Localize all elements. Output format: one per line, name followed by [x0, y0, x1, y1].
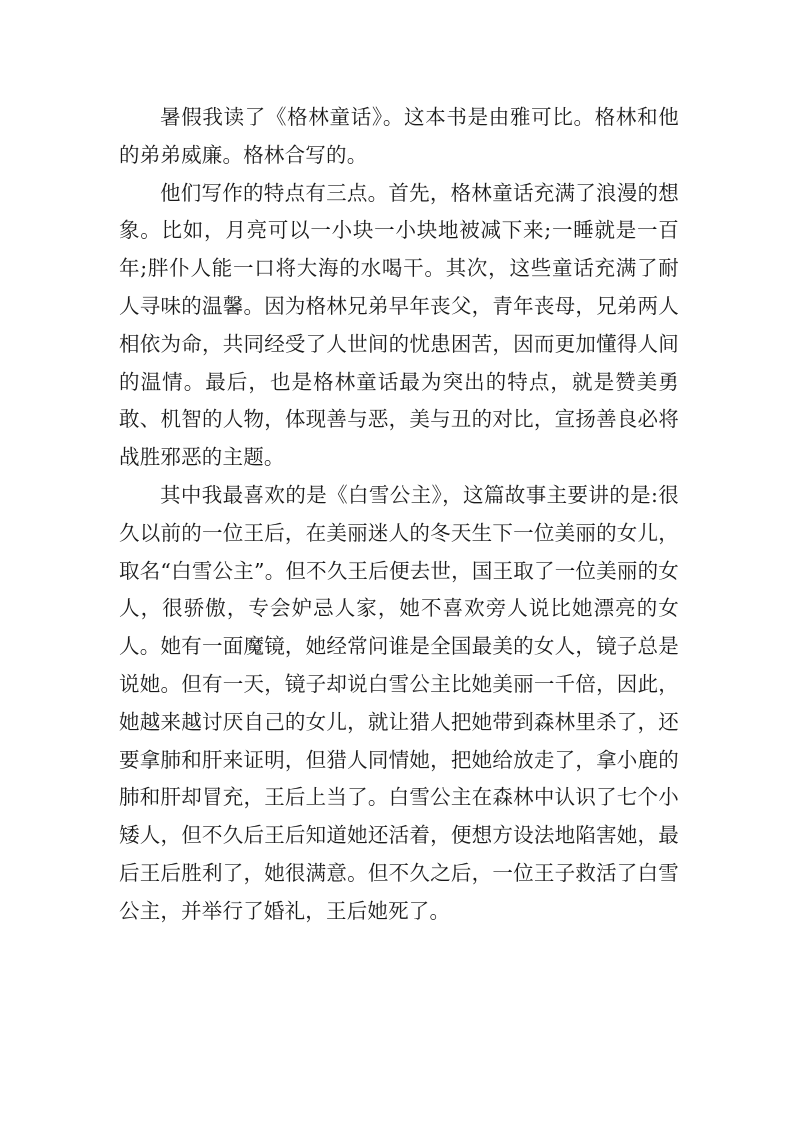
paragraph-intro: 暑假我读了《格林童话》。这本书是由雅可比。格林和他的弟弟威廉。格林合写的。	[119, 105, 679, 167]
paragraph-snow-white: 其中我最喜欢的是《白雪公主》，这篇故事主要讲的是:很久以前的一位王后，在美丽迷人的冬天生下一位美丽的女儿，取名“白雪公主”。但不久王后便去世，国王取了一位美丽的女人，很骄傲，专会妒忌人家，她不喜欢旁人说比她漂亮的女人。她有一面魔镜，她经常问谁是全国最美的女人，镜子总是说她。但有一天，镜子却说白雪公主比她美丽一千倍，因此，她越来越讨厌自己的女儿，就让猎人把她带到森林里杀了，还要拿肺和肝来证明，但猎人同情她，把她给放走了，拿小鹿的肺和肝却冒充，王后上当了。白雪公主在森林中认识了七个小矮人，但不久后王后知道她还活着，便想方设法地陷害她，最后王后胜利了，她很满意。但不久之后，一位王子救活了白雪公主，并举行了婚礼，王后她死了。	[119, 482, 679, 923]
document-body	[119, 99, 679, 931]
paragraph-features: 他们写作的特点有三点。首先，格林童话充满了浪漫的想象。比如，月亮可以一小块一小块地被减下来;一睡就是一百年;胖仆人能一口将大海的水喝干。其次，这些童话充满了耐人寻味的温馨。因为格林兄弟早年丧父，青年丧母，兄弟两人相依为命，共同经受了人世间的忧患困苦，因而更加懂得人间的温情。最后，也是格林童话最为突出的特点，就是赞美勇敢、机智的人物，体现善与恶，美与丑的对比，宣扬善良必将战胜邪恶的主题。	[119, 180, 679, 470]
